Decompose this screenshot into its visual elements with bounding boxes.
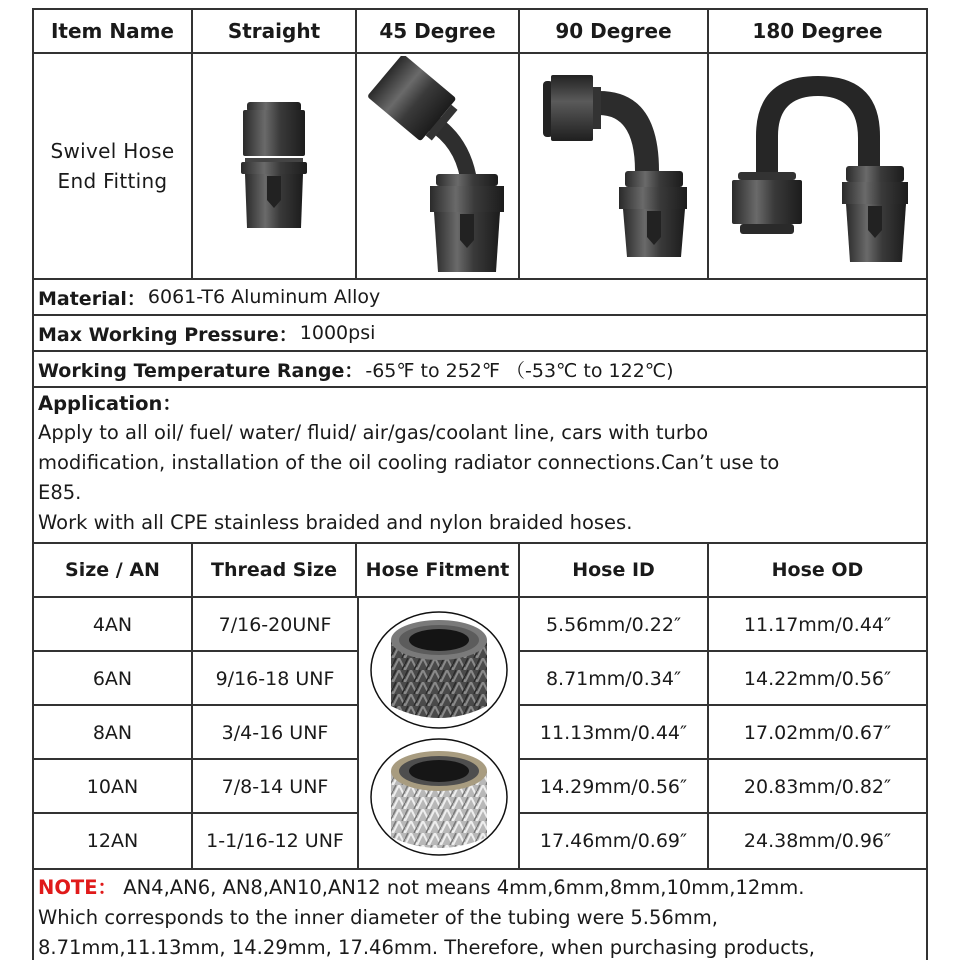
hose-id-cell: 11.13mm/0.44″ bbox=[520, 706, 709, 760]
size-thread-columns bbox=[34, 598, 357, 868]
hose-id-cell: 5.56mm/0.22″ bbox=[520, 598, 709, 652]
item-header-row bbox=[34, 10, 926, 54]
table-row bbox=[520, 598, 926, 652]
thread-cell: 3/4-16 UNF bbox=[221, 722, 329, 744]
pressure-value: 1000psi bbox=[299, 322, 376, 344]
size-cell: 12AN bbox=[34, 814, 193, 868]
straight-fitting-icon bbox=[239, 96, 309, 236]
application-line-2: modification, installation of the oil cooling radiator connections.Can’t use to bbox=[38, 451, 780, 474]
thread-cell: 1-1/16-12 UNF bbox=[206, 830, 344, 852]
45-degree-fitting-icon bbox=[368, 56, 508, 276]
material-value: 6061-T6 Aluminum Alloy bbox=[147, 286, 381, 308]
application-line-4: Work with all CPE stainless braided and nylon braided hoses. bbox=[38, 511, 633, 534]
hose-id-od-columns bbox=[520, 598, 926, 868]
pressure-label: Max Working Pressure： bbox=[38, 323, 298, 346]
90-degree-image-cell bbox=[520, 54, 709, 278]
size-table-header bbox=[34, 544, 926, 598]
stainless-braided-hose-icon bbox=[369, 737, 509, 857]
header-180-degree: 180 Degree bbox=[752, 19, 883, 43]
180-degree-fitting-icon bbox=[718, 66, 918, 266]
item-name bbox=[34, 54, 193, 278]
table-row bbox=[34, 760, 357, 814]
application-line-3: E85. bbox=[38, 481, 82, 504]
note-line-1 bbox=[38, 873, 922, 903]
header-hose-fitment: Hose Fitment bbox=[357, 544, 520, 596]
hose-od-cell: 24.38mm/0.96″ bbox=[743, 830, 892, 852]
material-label: Material： bbox=[38, 287, 146, 310]
straight-image-cell bbox=[193, 54, 357, 278]
spec-sheet bbox=[32, 8, 928, 960]
header-hose-id: Hose ID bbox=[520, 544, 709, 596]
header-hose-od: Hose OD bbox=[771, 559, 864, 581]
table-row bbox=[520, 652, 926, 706]
header-item-name: Item Name bbox=[34, 10, 193, 52]
size-cell: 10AN bbox=[34, 760, 193, 814]
hose-od-cell: 14.22mm/0.56″ bbox=[743, 668, 892, 690]
hose-od-cell: 11.17mm/0.44″ bbox=[743, 614, 892, 636]
header-thread-size: Thread Size bbox=[193, 544, 357, 596]
table-row bbox=[34, 652, 357, 706]
table-row bbox=[520, 706, 926, 760]
header-straight: Straight bbox=[193, 10, 357, 52]
thread-cell: 9/16-18 UNF bbox=[215, 668, 335, 690]
hose-id-cell: 8.71mm/0.34″ bbox=[520, 652, 709, 706]
hose-fitment-cell bbox=[357, 598, 520, 868]
90-degree-fitting-icon bbox=[539, 71, 689, 261]
size-table-body bbox=[34, 598, 926, 870]
45-degree-image-cell bbox=[357, 54, 520, 278]
table-row bbox=[34, 598, 357, 652]
hose-od-cell: 20.83mm/0.82″ bbox=[743, 776, 892, 798]
note-line-2: Which corresponds to the inner diameter of the tubing were 5.56mm, bbox=[38, 906, 718, 929]
table-row bbox=[34, 706, 357, 760]
header-size-an: Size / AN bbox=[34, 544, 193, 596]
item-name-line-2: End Fitting bbox=[57, 169, 168, 193]
size-cell: 4AN bbox=[34, 598, 193, 652]
size-cell: 6AN bbox=[34, 652, 193, 706]
note-section bbox=[34, 870, 926, 960]
header-90-degree: 90 Degree bbox=[520, 10, 709, 52]
size-cell: 8AN bbox=[34, 706, 193, 760]
application-label: Application： bbox=[38, 392, 182, 415]
item-name-line-1: Swivel Hose bbox=[50, 139, 175, 163]
temperature-label: Working Temperature Range： bbox=[38, 359, 364, 382]
nylon-braided-hose-icon bbox=[369, 610, 509, 730]
note-line-3: 8.71mm,11.13mm, 14.29mm, 17.46mm. Therefore, when purchasing products, bbox=[38, 936, 815, 959]
thread-cell: 7/16-20UNF bbox=[218, 614, 332, 636]
180-degree-image-cell bbox=[709, 54, 926, 278]
temperature-row bbox=[34, 352, 926, 388]
table-row bbox=[520, 814, 926, 868]
application-section bbox=[34, 388, 926, 544]
application-line-1: Apply to all oil/ fuel/ water/ fluid/ air/gas/coolant line, cars with turbo bbox=[38, 421, 709, 444]
hose-id-cell: 14.29mm/0.56″ bbox=[520, 760, 709, 814]
hose-id-cell: 17.46mm/0.69″ bbox=[520, 814, 709, 868]
table-row bbox=[34, 814, 357, 868]
table-row bbox=[520, 760, 926, 814]
material-row bbox=[34, 280, 926, 316]
note-line-1-text: AN4,AN6, AN8,AN10,AN12 not means 4mm,6mm,8mm,10mm,12mm. bbox=[117, 876, 805, 899]
thread-cell: 7/8-14 UNF bbox=[221, 776, 329, 798]
pressure-row bbox=[34, 316, 926, 352]
temperature-value: -65℉ to 252℉ （-53℃ to 122℃) bbox=[365, 359, 674, 382]
hose-od-cell: 17.02mm/0.67″ bbox=[743, 722, 892, 744]
item-image-row bbox=[34, 54, 926, 280]
note-label: NOTE： bbox=[38, 876, 118, 899]
header-45-degree: 45 Degree bbox=[357, 10, 520, 52]
